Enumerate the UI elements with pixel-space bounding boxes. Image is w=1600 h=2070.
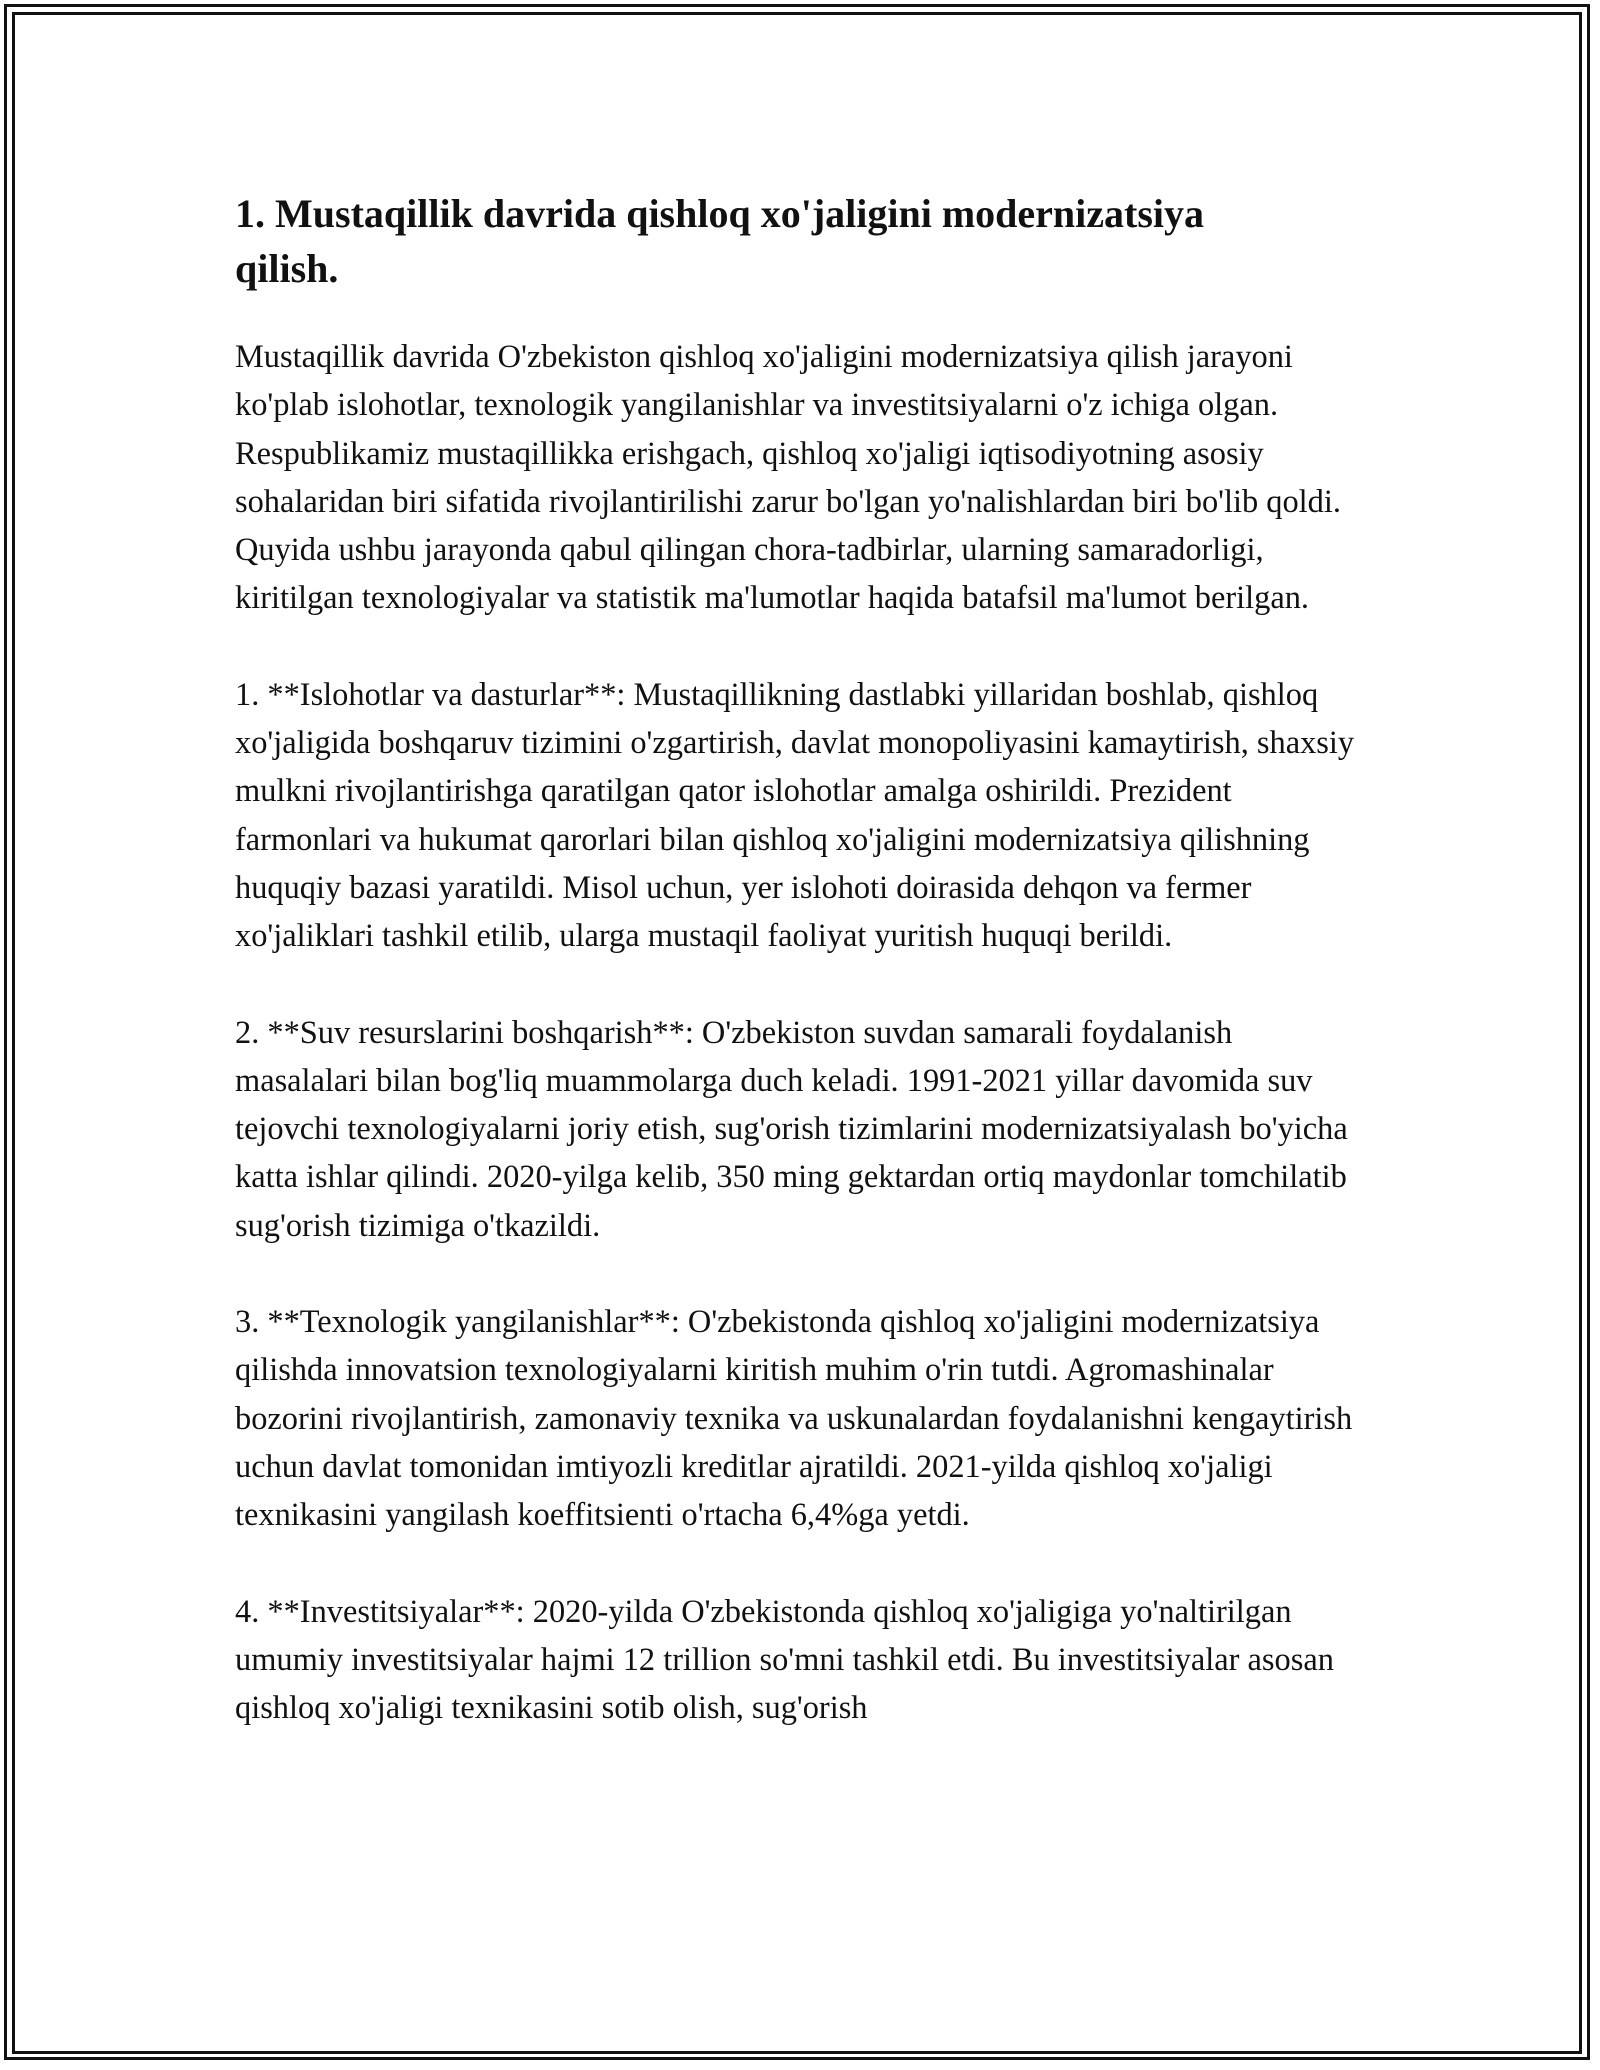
paragraph-investments: 4. **Investitsiyalar**: 2020-yilda O'zbekistonda qishloq xo'jaligiga yo'naltirilgan umumiy investitsiyalar hajmi 12 trillion so'mni tashkil etdi. Bu investitsiyalar asosan qishloq xo'jaligi texnikasini sotib olish, sug'orish — [235, 1593, 1334, 1727]
paragraph-intro: Mustaqillik davrida O'zbekiston qishloq xo'jaligini modernizatsiya qilish jarayoni ko'plab islohotlar, texnologik yangilanishlar va investitsiyalarni o'z ichiga olgan. Respublikamiz mustaqillikka erishgach, qishloq xo'jaligi iqtisodiyotning asosiy sohalaridan biri sifatida rivojlantirilishi zarur bo'lgan yo'nalishlardan biri bo'lib qoldi. Quyida ushbu jarayonda qabul qilingan chora-tadbirlar, ularning samaradorligi, kiritilgan texnologiyalar va statistik ma'lumotlar haqida batafsil ma'lumot berilgan. — [235, 339, 1341, 617]
document-body — [235, 186, 1365, 1780]
paragraph-reforms: 1. **Islohotlar va dasturlar**: Mustaqillikning dastlabki yillaridan boshlab, qishloq xo'jaligida boshqaruv tizimini o'zgartirish, davlat monopoliyasini kamaytirish, shaxsiy mulkni rivojlantirishga qaratilgan qator islohotlar amalga oshirildi. Prezident farmonlari va hukumat qarorlari bilan qishloq xo'jaligini modernizatsiya qilishning huquqiy bazasi yaratildi. Misol uchun, yer islohoti doirasida dehqon va fermer xo'jaliklari tashkil etilib, ularga mustaqil faoliyat yuritish huquqi berildi. — [235, 676, 1355, 955]
document-title: 1. Mustaqillik davrida qishloq xo'jaligini modernizatsiya qilish. — [235, 191, 1205, 291]
paragraph-water-resources: 2. **Suv resurslarini boshqarish**: O'zbekiston suvdan samarali foydalanish masalalari bilan bog'liq muammolarga duch keladi. 1991-2021 yillar davomida suv tejovchi texnologiyalarni joriy etish, sug'orish tizimlarini modernizatsiyalash bo'yicha katta ishlar qilindi. 2020-yilga kelib, 350 ming gektardan ortiq maydonlar tomchilatib sug'orish tizimiga o'tkazildi. — [235, 1014, 1348, 1244]
paragraph-technology: 3. **Texnologik yangilanishlar**: O'zbekistonda qishloq xo'jaligini modernizatsiya qilishda innovatsion texnologiyalarni kiritish muhim o'rin tutdi. Agromashinalar bozorini rivojlantirish, zamonaviy texnika va uskunalardan foydalanishni kengaytirish uchun davlat tomonidan imtiyozli kreditlar ajratildi. 2021-yilda qishloq xo'jaligi texnikasini yangilash koeffitsienti o'rtacha 6,4%ga yetdi. — [235, 1304, 1353, 1534]
